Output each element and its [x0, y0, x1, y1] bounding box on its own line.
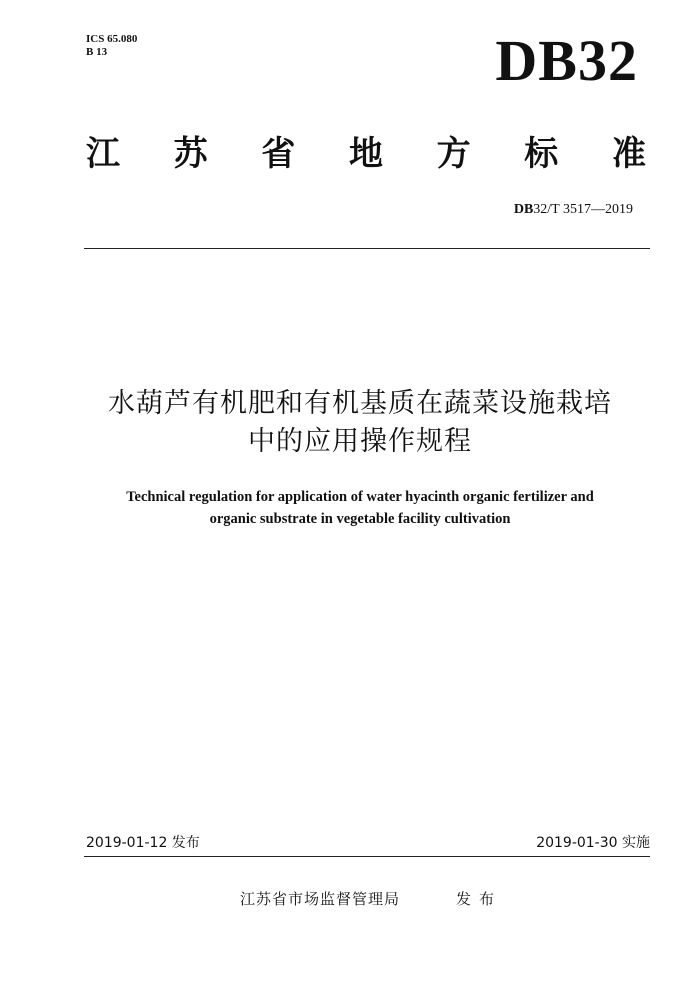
standard-number-rest: 32/T 3517—2019: [533, 202, 633, 217]
english-title-line-2: organic substrate in vegetable facility cultivation: [209, 511, 511, 527]
chinese-title-line-2: 中的应用操作规程: [248, 426, 472, 457]
english-title: [60, 486, 660, 530]
implementation-date: 2019-01-30 实施: [536, 835, 650, 851]
top-divider: [84, 248, 650, 249]
bottom-divider: [84, 856, 650, 857]
standard-type-char: 地: [348, 134, 383, 174]
chinese-title: [60, 385, 660, 461]
standard-number: [514, 201, 633, 219]
standard-type-char: 方: [436, 134, 471, 174]
class-code: B 13: [86, 46, 108, 58]
chinese-title-line-1: 水葫芦有机肥和有机基质在蔬菜设施栽培: [108, 388, 612, 419]
standard-type: [86, 132, 646, 176]
standard-number-prefix: DB: [513, 202, 534, 217]
standard-type-char: 准: [611, 134, 646, 174]
standard-type-char: 苏: [173, 134, 208, 174]
classification-codes: [86, 33, 137, 59]
standard-type-char: 省: [261, 134, 296, 174]
ics-code: ICS 65.080: [86, 33, 138, 45]
db-code: DB32: [495, 28, 638, 93]
publish-label: 发布: [456, 890, 503, 908]
standard-type-char: 江: [86, 134, 120, 174]
issue-date: 2019-01-12 发布: [86, 835, 200, 851]
english-title-line-1: Technical regulation for application of water hyacinth organic fertilizer and: [126, 489, 594, 505]
publisher: 江苏省市场监督管理局: [240, 890, 401, 908]
standard-type-char: 标: [524, 134, 559, 174]
